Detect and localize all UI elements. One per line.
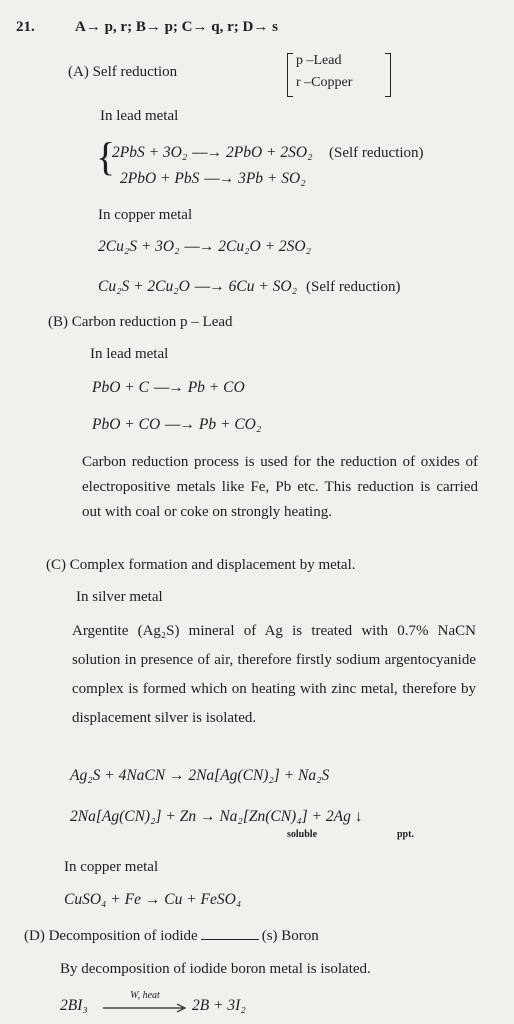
part-c-copper-heading: In copper metal <box>64 859 159 875</box>
boron-reaction-arrow <box>101 990 189 1012</box>
copper-displacement-equation: CuSO₄ + Fe → Cu + FeSO₄ <box>64 891 242 908</box>
argentite-paragraph: Argentite (Ag₂S) mineral of Ag is treated with 0.7% NaCN solution in presence of air, therefore firstly sodium argentocyanide complex is formed which on heating with zinc metal, therefore by displacement silver is isolated. <box>72 623 476 726</box>
question-number: 21. <box>16 19 35 35</box>
match-matrix-a <box>287 53 391 97</box>
matrix-right-bracket <box>385 53 391 97</box>
part-d-answer: (s) Boron <box>261 928 319 944</box>
silver-equation-1: Ag₂S + 4NaCN → 2Na[Ag(CN)₂] + Na₂S <box>70 767 330 784</box>
part-b-lead-heading: In lead metal <box>90 346 169 362</box>
carbon-equation-2: PbO + CO ⎯⎯→ Pb + CO₂ <box>92 416 262 433</box>
boron-equation-right: 2B + 3I₂ <box>192 997 246 1014</box>
carbon-reduction-paragraph: Carbon reduction process is used for the reduction of oxides of electropositive metals like Fe, Pb etc. This reduction is carried out with coal or coke on strongly heating. <box>82 454 478 520</box>
silver-equation-2: 2Na[Ag(CN)₂] + Zn → Na₂[Zn(CN)₄] + 2Ag ↓ <box>70 808 363 825</box>
carbon-equation-1: PbO + C ⎯⎯→ Pb + CO <box>92 379 245 396</box>
boron-condition: W, heat <box>130 990 160 1001</box>
ppt-label: ppt. <box>397 829 414 840</box>
part-c-label: (C) Complex formation and displacement by metal. <box>46 557 356 573</box>
lead-equation-1-note: (Self reduction) <box>329 145 424 161</box>
part-a-lead-heading: In lead metal <box>100 108 179 124</box>
arrow-icon <box>101 1003 189 1013</box>
lead-equation-2: 2PbO + PbS ⎯⎯→ 3Pb + SO₂ <box>120 170 306 187</box>
copper-equation-2-note: (Self reduction) <box>306 279 401 295</box>
part-a-label: (A) Self reduction <box>68 64 178 80</box>
part-d-label-text: (D) Decomposition of iodide <box>24 928 198 944</box>
fill-blank <box>201 928 259 940</box>
part-b-label: (B) Carbon reduction p – Lead <box>48 314 233 330</box>
soluble-label: soluble <box>287 829 318 840</box>
copper-equation-2: Cu₂S + 2Cu₂O ⎯⎯→ 6Cu + SO₂ <box>98 278 297 295</box>
matrix-row-copper: r –Copper <box>296 75 353 90</box>
part-d-sentence: By decomposition of iodide boron metal is isolated. <box>60 961 371 977</box>
answer-key: A→ p, r; B→ p; C→ q, r; D→ s <box>75 19 278 35</box>
matrix-row-lead: p –Lead <box>296 53 342 68</box>
part-a-copper-heading: In copper metal <box>98 207 193 223</box>
lead-equation-1: 2PbS + 3O₂ ⎯⎯→ 2PbO + 2SO₂ <box>112 144 313 161</box>
matrix-left-bracket <box>287 53 293 97</box>
boron-equation-left: 2BI₃ <box>60 997 88 1014</box>
copper-equation-1: 2Cu₂S + 3O₂ ⎯⎯→ 2Cu₂O + 2SO₂ <box>98 238 311 255</box>
part-d-label <box>24 928 319 945</box>
equation-brace: { <box>96 134 116 179</box>
part-c-silver-heading: In silver metal <box>76 589 163 605</box>
